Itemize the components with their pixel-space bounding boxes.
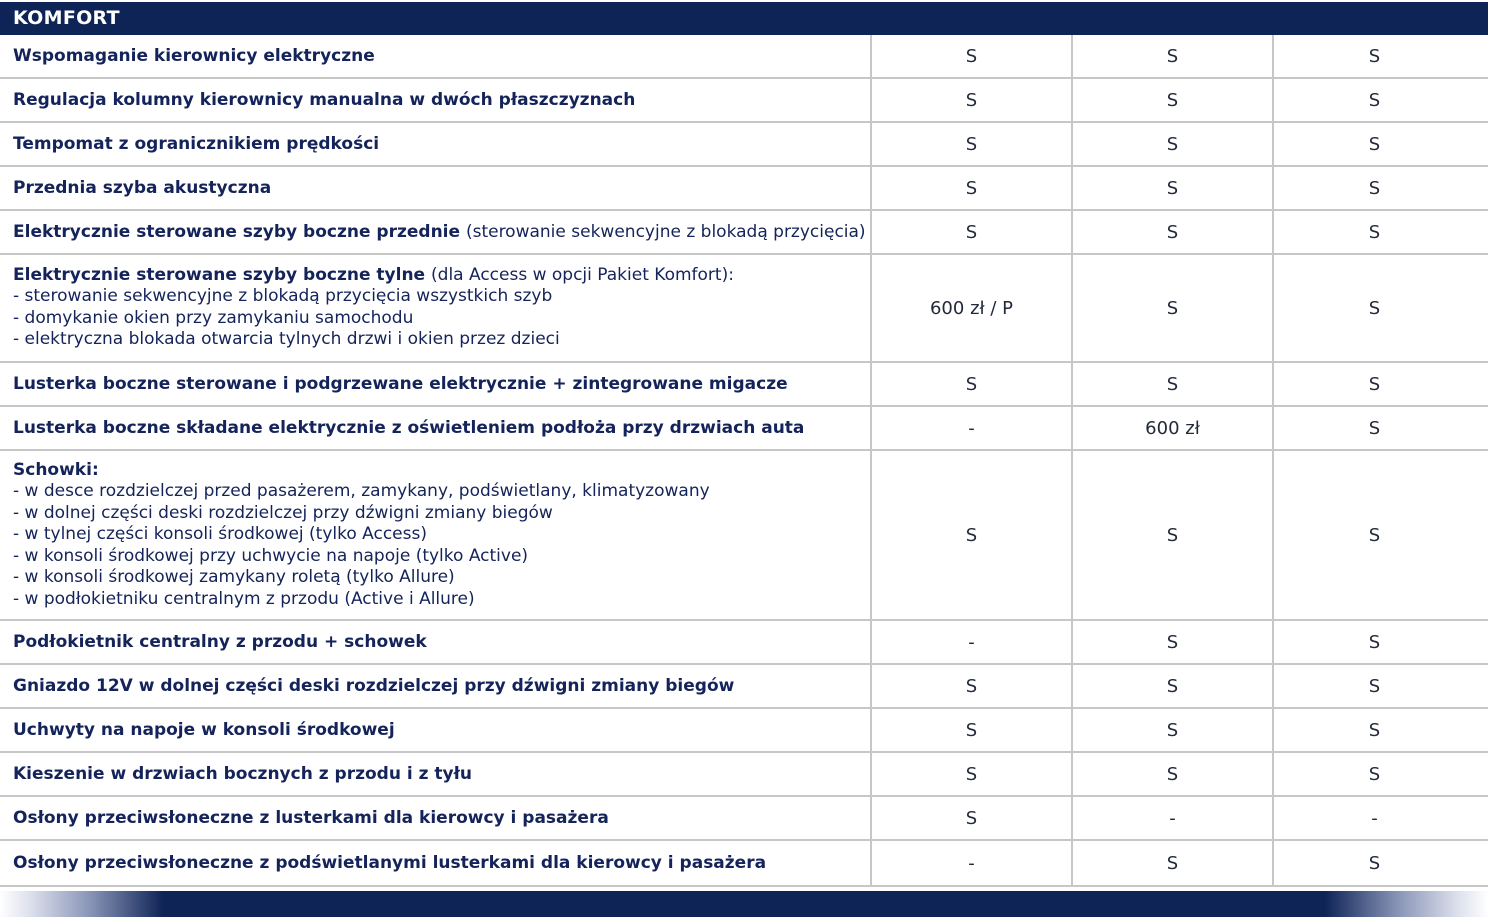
value-cell: S (872, 35, 1073, 77)
feature-label (0, 167, 872, 209)
value-cell: S (1368, 763, 1381, 785)
value-cell: S (1368, 45, 1381, 67)
feature-title: Kieszenie w drzwiach bocznych z przodu i z tyłu (13, 763, 473, 784)
table-row (0, 363, 1488, 407)
value-cell: S (872, 451, 1073, 619)
feature-title: Regulacja kolumny kierownicy manualna w dwóch płaszczyznach (13, 89, 636, 110)
feature-title: Osłony przeciwsłoneczne z podświetlanymi lusterkami dla kierowcy i pasażera (13, 852, 767, 873)
komfort-page (0, 2, 1488, 887)
table-row (0, 35, 1488, 79)
table-row (0, 709, 1488, 753)
feature-title-text: Elektrycznie sterowane szyby boczne tylne (13, 265, 426, 286)
feature-label (0, 841, 872, 885)
value-cell: - (1371, 807, 1378, 829)
table-row (0, 167, 1488, 211)
value-cell: S (1073, 621, 1274, 663)
value-cell: S (1368, 631, 1381, 653)
feature-subitem: - w desce rozdzielczej przed pasażerem, zamykany, podświetlany, klimatyzowany (13, 481, 710, 501)
table-row (0, 123, 1488, 167)
feature-subitem: - sterowanie sekwencyjne z blokadą przycięcia wszystkich szyb (13, 286, 553, 307)
feature-label (0, 451, 872, 619)
value-cell: S (1073, 451, 1274, 619)
value-cell: S (1368, 133, 1381, 155)
feature-subitem: - w tylnej części konsoli środkowej (tylko Access) (13, 524, 427, 544)
value-cell: S (1368, 675, 1381, 697)
feature-subitem: - w konsoli środkowej zamykany roletą (tylko Allure) (13, 567, 455, 587)
value-cell: S (1073, 841, 1274, 885)
feature-title: Tempomat z ogranicznikiem prędkości (13, 133, 380, 154)
feature-title: Przednia szyba akustyczna (13, 177, 272, 198)
value-cell: S (1368, 719, 1381, 741)
feature-subitem: - domykanie okien przy zamykaniu samochodu (13, 307, 414, 328)
feature-title: Osłony przeciwsłoneczne z lusterkami dla kierowcy i pasażera (13, 807, 609, 828)
feature-label (0, 123, 872, 165)
feature-label (0, 621, 872, 663)
feature-subitem: - w podłokietniku centralnym z przodu (Active i Allure) (13, 588, 475, 609)
section-header: KOMFORT (0, 2, 1488, 35)
value-cell: S (872, 79, 1073, 121)
feature-label (0, 797, 872, 839)
value-cell: - (872, 407, 1073, 449)
feature-title-text: Elektrycznie sterowane szyby boczne przednie (13, 221, 461, 242)
feature-title: Lusterka boczne składane elektrycznie z oświetleniem podłoża przy drzwiach auta (13, 417, 805, 438)
feature-label (0, 407, 872, 449)
value-cell: S (872, 709, 1073, 751)
value-cell: S (872, 797, 1073, 839)
table-row (0, 255, 1488, 363)
value-cell: - (1073, 797, 1274, 839)
value-cell: S (1368, 524, 1381, 546)
value-cell: S (1073, 255, 1274, 361)
value-cell: S (1368, 297, 1381, 319)
value-cell: S (1073, 123, 1274, 165)
feature-title: Lusterka boczne sterowane i podgrzewane elektrycznie + zintegrowane migacze (13, 373, 788, 394)
table-row (0, 841, 1488, 885)
feature-title: Schowki: (13, 460, 99, 480)
feature-subitem: - w dolnej części deski rozdzielczej przy dźwigni zmiany biegów (13, 502, 553, 523)
table-row (0, 407, 1488, 451)
table-row (0, 797, 1488, 841)
value-cell: S (1368, 852, 1381, 874)
feature-title (13, 265, 860, 286)
feature-title: Podłokietnik centralny z przodu + schowek (13, 631, 427, 652)
value-cell: S (1368, 221, 1381, 243)
value-cell: S (1073, 167, 1274, 209)
value-cell: S (1368, 373, 1381, 395)
feature-note: (sterowanie sekwencyjne z blokadą przycięcia) (465, 221, 866, 242)
value-cell: S (1368, 417, 1381, 439)
table-row (0, 665, 1488, 709)
feature-label (0, 363, 872, 405)
table-row (0, 621, 1488, 665)
feature-label (0, 753, 872, 795)
equipment-table (0, 35, 1488, 887)
value-cell: S (1073, 753, 1274, 795)
feature-label (0, 211, 872, 253)
feature-label (0, 709, 872, 751)
value-cell: S (1368, 177, 1381, 199)
value-cell: S (1073, 363, 1274, 405)
feature-label (0, 79, 872, 121)
feature-label (0, 665, 872, 707)
value-cell: 600 zł (1073, 407, 1274, 449)
feature-title (13, 221, 866, 243)
table-row (0, 753, 1488, 797)
table-row (0, 79, 1488, 123)
feature-label (0, 35, 872, 77)
value-cell: S (1073, 211, 1274, 253)
value-cell: S (872, 211, 1073, 253)
value-cell: S (872, 753, 1073, 795)
footer-bar (0, 891, 1488, 917)
value-cell: - (872, 621, 1073, 663)
value-cell: S (872, 363, 1073, 405)
feature-subitem: - w konsoli środkowej przy uchwycie na napoje (tylko Active) (13, 545, 529, 566)
feature-title: Gniazdo 12V w dolnej części deski rozdzielczej przy dźwigni zmiany biegów (13, 675, 735, 696)
value-cell: S (1368, 89, 1381, 111)
value-cell: S (1073, 79, 1274, 121)
value-cell: S (1073, 665, 1274, 707)
feature-subitem: - elektryczna blokada otwarcia tylnych drzwi i okien przez dzieci (13, 329, 560, 350)
value-cell: S (872, 123, 1073, 165)
feature-label (0, 255, 872, 361)
table-row (0, 451, 1488, 621)
table-row (0, 211, 1488, 255)
value-cell: - (872, 841, 1073, 885)
value-cell: S (1073, 709, 1274, 751)
feature-title: Uchwyty na napoje w konsoli środkowej (13, 719, 395, 740)
value-cell: S (872, 167, 1073, 209)
feature-note: (dla Access w opcji Pakiet Komfort): (431, 265, 734, 286)
value-cell: S (1073, 35, 1274, 77)
feature-title: Wspomaganie kierownicy elektryczne (13, 45, 375, 66)
value-cell: S (872, 665, 1073, 707)
value-cell: 600 zł / P (872, 255, 1073, 361)
